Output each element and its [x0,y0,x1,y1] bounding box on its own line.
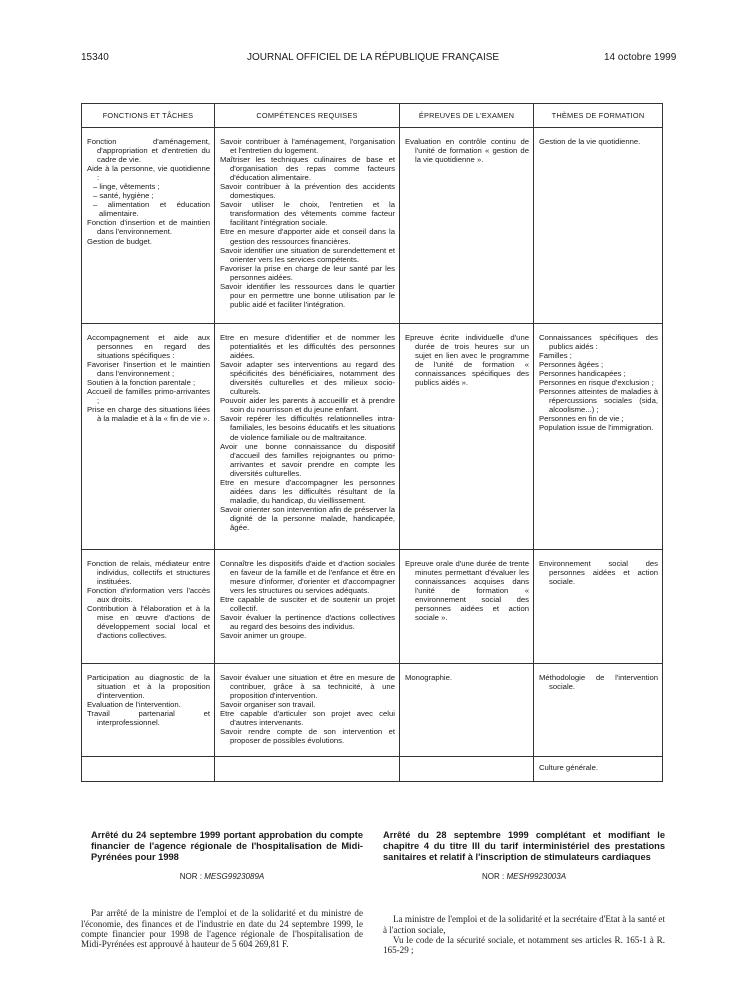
cell-line: Savoir rendre compte de son intervention et proposer de possibles évolutions. [220,727,395,746]
cell-line: Fonction de relais, médiateur entre individus, collectifs et structures instituées. [87,559,210,587]
nor-label: NOR : [481,872,505,882]
table-cell-themes [534,324,663,550]
table-cell-empty [400,757,534,782]
table-cell-epreuves [400,550,534,664]
cell-line: Pouvoir aider les parents à accueillir et à prendre soin du nourrisson et du jeune enfant. [220,396,395,415]
cell-line: Savoir utiliser le choix, l'entretien et la transformation des vêtements comme facteur facilitant l'intégration sociale. [220,200,395,228]
cell-line: Savoir contribuer à la prévention des accidents domestiques. [220,182,395,201]
cell-line: Personnes en fin de vie ; [539,414,624,424]
column-header-competences: COMPÉTENCES REQUISES [215,104,400,128]
cell-line: Fonction d'insertion et de maintien dans l'environnement. [87,218,210,237]
cell-line: Fonction d'information vers l'accès aux droits. [87,586,210,605]
cell-line: Contribution à l'élaboration et à la mise en œuvre d'actions de développement social local et d'actions collectives. [87,604,210,641]
table-row-final [82,757,663,782]
cell-line: Evaluation de l'intervention. [87,700,181,710]
cell-line: Gestion de budget. [87,236,152,246]
table-cell-competences [215,324,400,550]
cell-line: Evaluation en contrôle continu de l'unité de formation « gestion de la vie quotidienne ». [405,137,529,165]
cell-line: Savoir identifier les ressources dans le quartier pour en permettre une bonne utilisation par le public aidé et faciliter l'intégration. [220,281,395,309]
cell-line: Savoir identifier une situation de surendettement et orienter vers les services compétents. [220,245,395,264]
right-article-para-2: Vu le code de la sécurité sociale, et notamment ses articles R. 165-1 à R. 165-29 ; [383,934,665,955]
left-article-nor [81,872,363,881]
cell-line: Etre capable d'articuler son projet avec celui d'autres intervenants. [220,709,395,728]
table-cell-epreuves [400,664,534,757]
cell-line: Etre en mesure d'identifier et de nommer les potentialités et les difficultés des personnes aidées. [220,333,395,361]
cell-line: Connaître les dispositifs d'aide et d'action sociales en faveur de la famille et de l'enfance et être en mesure d'informer, d'orienter et d'accompagner vers les structures ou services adéquats. [220,559,395,596]
cell-line: Avoir une bonne connaissance du dispositif d'accueil des familles rejoignantes ou primo-arrivantes et savoir prendre en compte les diversités culturelles. [220,441,395,478]
left-article-title: Arrêté du 24 septembre 1999 portant approbation du compte financier de l'agence régionale de l'hospitalisation de Midi-Pyrénées pour 1998 [91,830,363,862]
cell-line: Personnes en risque d'exclusion ; [539,378,654,388]
table-cell-epreuves [400,128,534,324]
cell-line: Savoir évaluer la pertinence d'actions collectives au regard des besoins des individus. [220,613,395,632]
cell-line: Etre capable de susciter et de soutenir un projet collectif. [220,595,395,614]
page-number: 15340 [81,52,109,63]
table-cell-themes [534,664,663,757]
nor-label: NOR : [179,872,202,882]
table-cell-themes [534,128,663,324]
cell-line: Méthodologie de l'intervention sociale. [539,673,658,692]
right-article-para-1: La ministre de l'emploi et de la solidarité et la secrétaire d'Etat à la santé et à l'action sociale, [383,914,665,935]
cell-line: Epreuve écrite individuelle d'une durée de trois heures sur un sujet en lien avec le programme de l'unité de formation « connaissances spécifiques des publics aidés ». [405,333,529,388]
table-row [82,664,663,757]
table-header-row [82,104,663,128]
final-theme: Culture générale. [539,763,598,772]
cell-line: – alimentation et éducation alimentaire. [93,200,210,219]
left-article-body: Par arrêté de la ministre de l'emploi et de la solidarité et du ministre de l'économie, des finances et de l'industrie en date du 24 septembre 1999, le compte financier pour 1998 de l'agence régionale de l'hospitalisation de Midi-Pyrénées est approuvé à hauteur de 5 604 269,81 F. [81,908,363,949]
table-cell-competences [215,664,400,757]
cell-line: Connaissances spécifiques des publics aidés : [539,333,658,352]
cell-line: Favoriser l'insertion et le maintien dans l'environnement ; [87,360,210,379]
cell-line: Accueil de familles primo-arrivantes ; [87,387,210,406]
table-row [82,324,663,550]
right-article [383,830,665,955]
table-row [82,550,663,664]
table-cell-theme [534,757,663,782]
column-header-epreuves: ÉPREUVES DE L'EXAMEN [400,104,534,128]
cell-line: Familles ; [539,351,572,361]
table-cell-epreuves [400,324,534,550]
cell-line: Travail partenarial et interprofessionnel. [87,709,210,728]
right-article-nor [383,872,665,881]
cell-line: Personnes atteintes de maladies à répercussions sociales (sida, alcoolisme...) ; [539,387,658,415]
cell-line: – santé, hygiène ; [93,191,154,201]
left-article [81,830,363,949]
cell-line: Environnement social des personnes aidées et action sociale. [539,559,658,587]
cell-line: Etre en mesure d'apporter aide et conseil dans la gestion des ressources financières. [220,227,395,246]
cell-line: Aide à la personne, vie quotidienne : [87,164,210,183]
cell-line: Savoir organiser son travail. [220,700,316,710]
cell-line: Monographie. [405,673,453,682]
cell-line: Personnes handicapées ; [539,369,626,379]
cell-line: Savoir repérer les difficultés relationnelles intra-familiales, les besoins éducatifs et les situations de violence familiale ou de maltraitance. [220,414,395,442]
cell-line: Favoriser la prise en charge de leur santé par les personnes aidées. [220,263,395,282]
cell-line: Savoir orienter son intervention afin de préserver la dignité de la personne malade, handicapée, âgée. [220,504,395,532]
cell-line: Maîtriser les techniques culinaires de base et d'organisation des repas comme facteurs d'éducation alimentaire. [220,155,395,183]
cell-line: Population issue de l'immigration. [539,423,654,433]
column-header-fonctions: FONCTIONS ET TÂCHES [82,104,215,128]
table-cell-empty [82,757,215,782]
cell-line: Participation au diagnostic de la situation et à la proposition d'intervention. [87,673,210,701]
right-article-title: Arrêté du 28 septembre 1999 complétant et modifiant le chapitre 4 du titre III du tarif interministériel des prestations sanitaires et relatif à l'inscription de stimulateurs cardiaques [383,830,665,862]
table-cell-competences [215,128,400,324]
table-cell-fonctions [82,324,215,550]
table-cell-competences [215,550,400,664]
cell-line: Personnes âgées ; [539,360,604,370]
publication-date: 14 octobre 1999 [604,52,677,63]
table-cell-fonctions [82,128,215,324]
cell-line: Savoir évaluer une situation et être en mesure de contribuer, grâce à sa technicité, à une proposition d'intervention. [220,673,395,701]
table-row [82,128,663,324]
nor-code: MESG9923089A [204,872,265,882]
cell-line: Savoir adapter ses interventions au regard des spécificités des bénéficiaires, notamment des diversités culturelles et des milieux socio-culturels. [220,360,395,397]
cell-line: Gestion de la vie quotidienne. [539,137,641,146]
column-header-themes: THÈMES DE FORMATION [534,104,663,128]
table-cell-themes [534,550,663,664]
nor-code: MESH9923003A [506,872,567,882]
cell-line: Soutien à la fonction parentale ; [87,378,196,388]
table-cell-fonctions [82,664,215,757]
cell-line: Savoir contribuer à l'aménagement, l'organisation et l'entretien du logement. [220,137,395,156]
cell-line: Etre en mesure d'accompagner les personnes aidées dans les difficultés résultant de la maladie, du handicap, du vieillissement. [220,477,395,505]
cell-line: – linge, vêtements ; [93,182,160,192]
cell-line: Savoir animer un groupe. [220,631,307,641]
training-table [81,103,663,782]
cell-line: Accompagnement et aide aux personnes en regard des situations spécifiques : [87,333,210,361]
cell-line: Epreuve orale d'une durée de trente minutes permettant d'évaluer les connaissances acquises dans l'unité de formation « environnement social des personnes aidées et action sociale ». [405,559,529,623]
journal-title: JOURNAL OFFICIEL DE LA RÉPUBLIQUE FRANÇAISE [247,52,500,63]
cell-line: Prise en charge des situations liées à la maladie et à la « fin de vie ». [87,405,210,424]
table-cell-empty [215,757,400,782]
cell-line: Fonction d'aménagement, d'appropriation et d'entretien du cadre de vie. [87,137,210,165]
table-cell-fonctions [82,550,215,664]
